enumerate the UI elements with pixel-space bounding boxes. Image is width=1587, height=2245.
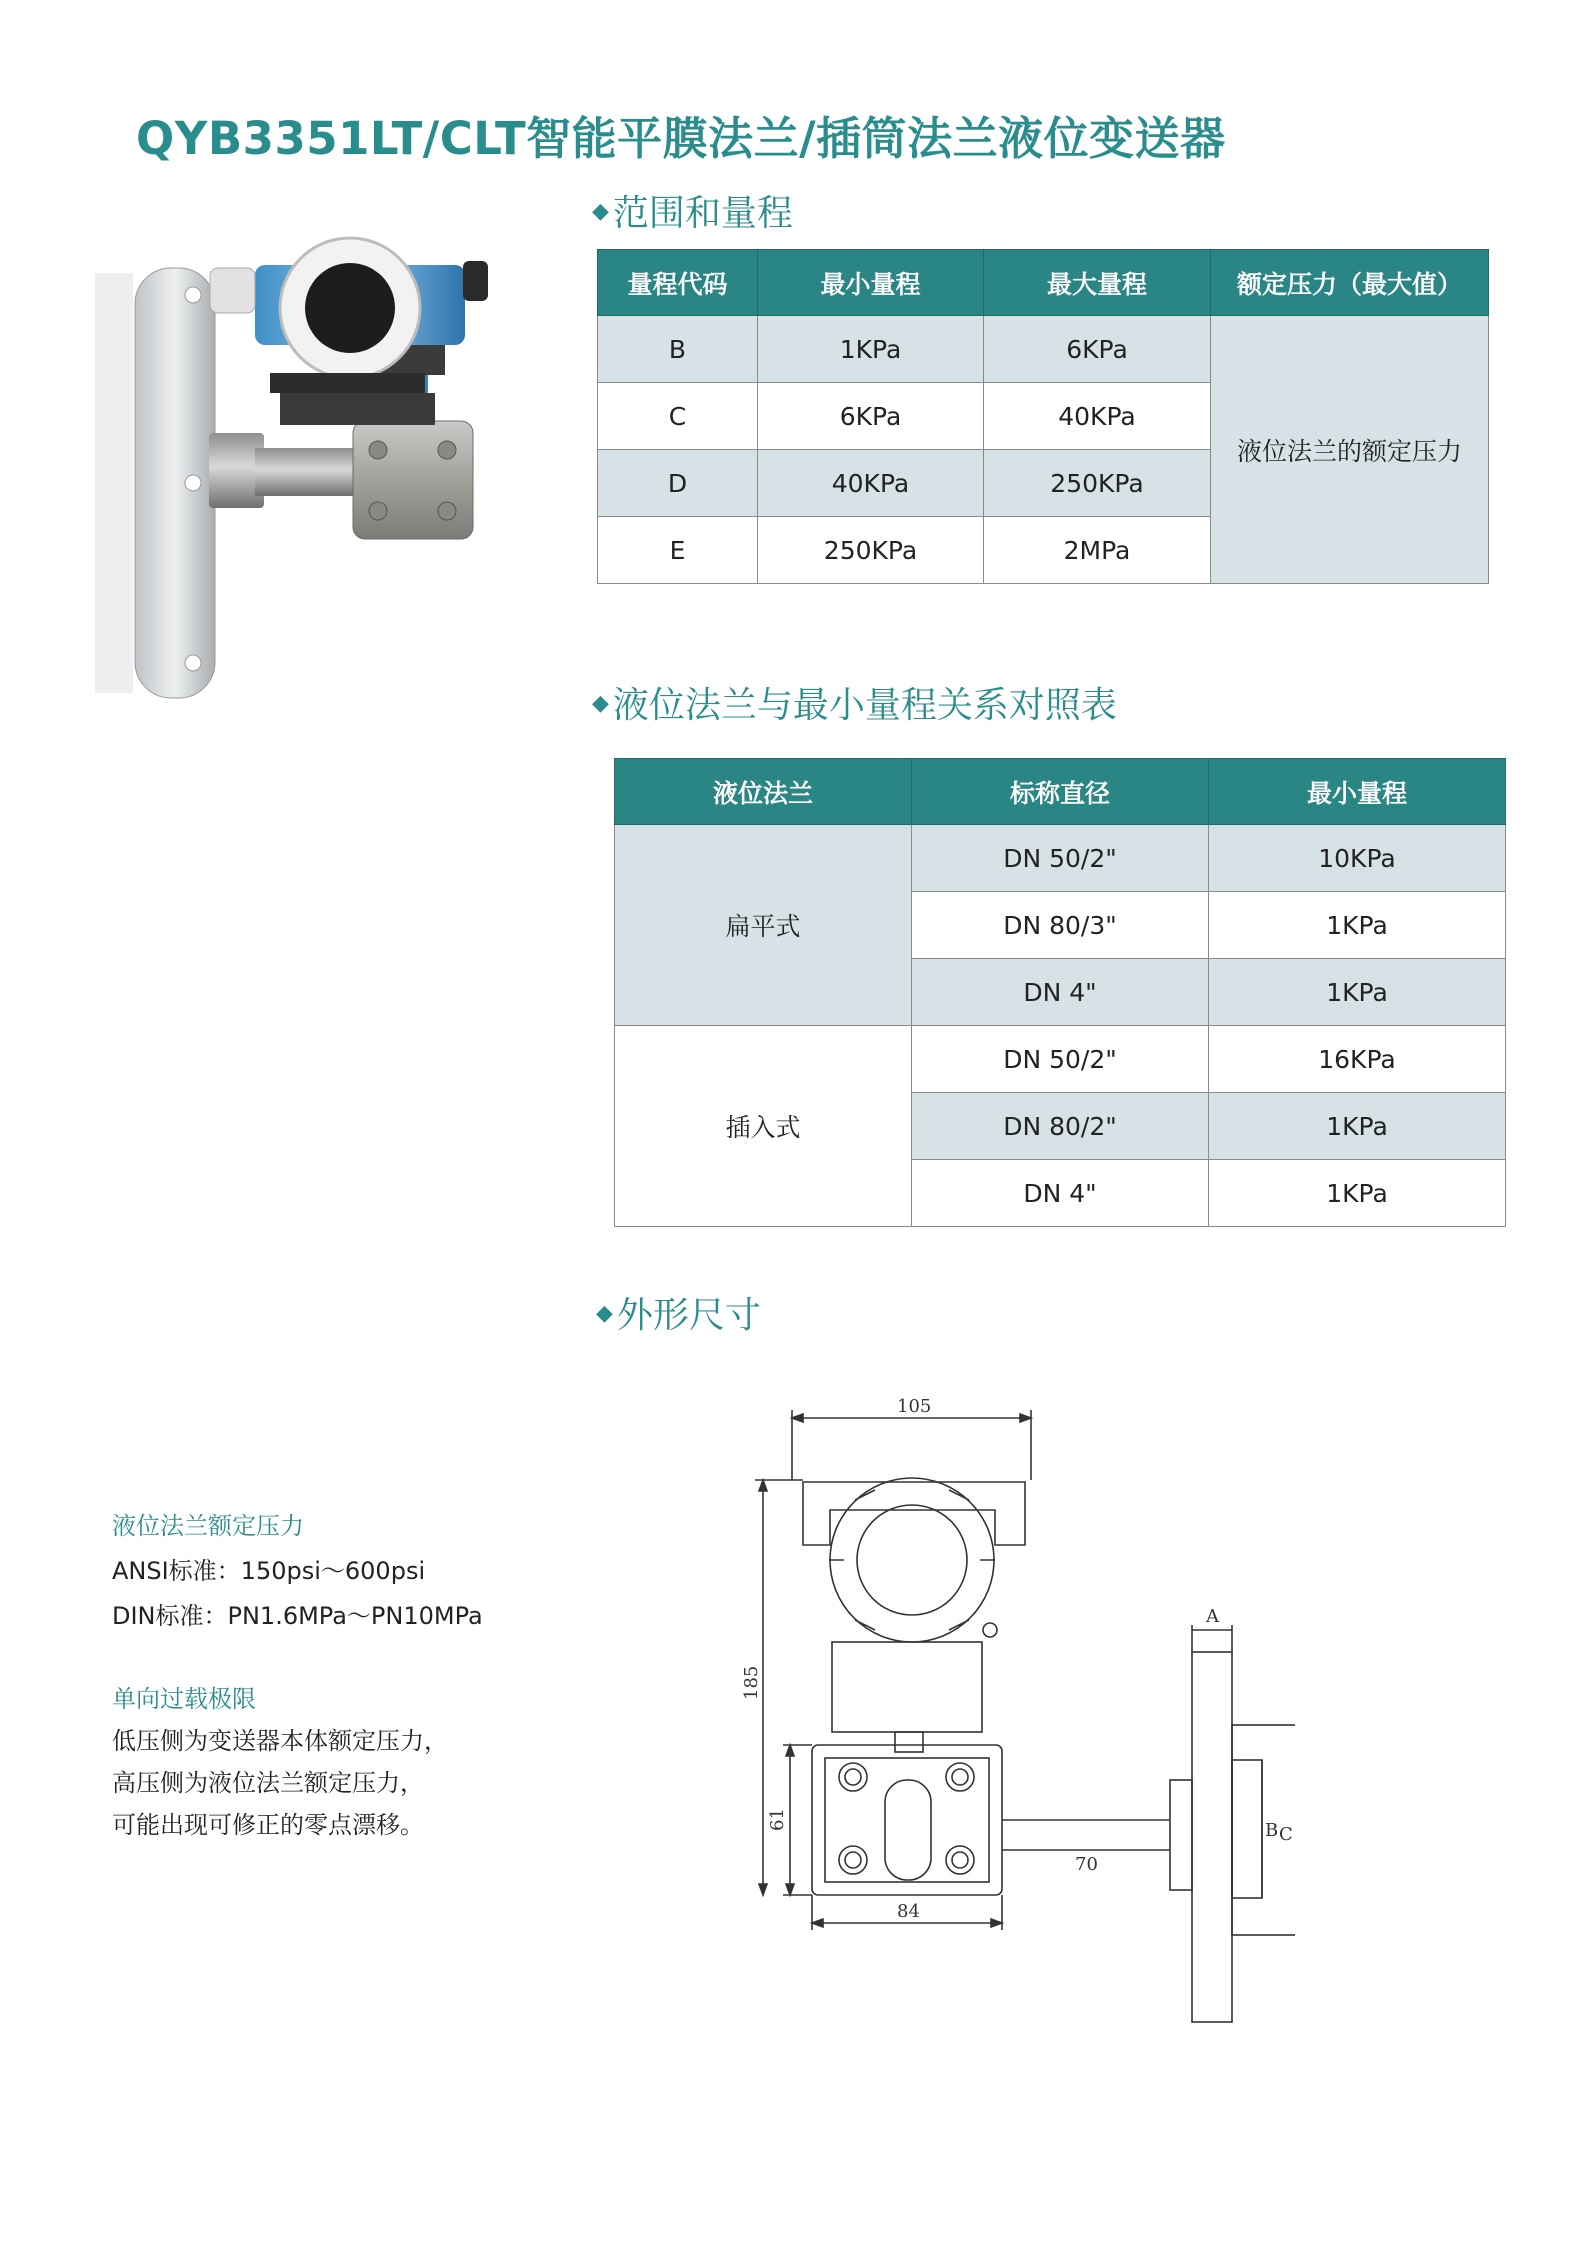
overload-line-1: 低压侧为变送器本体额定压力， xyxy=(112,1727,448,1755)
range-code: D xyxy=(598,450,758,517)
flange-table xyxy=(614,758,1506,1227)
range-code: E xyxy=(598,517,758,584)
range-max: 2MPa xyxy=(984,517,1211,584)
diamond-icon: ◆ xyxy=(596,1301,613,1326)
header-min: 最小量程 xyxy=(758,250,984,316)
header-max: 最大量程 xyxy=(984,250,1211,316)
range-table-header xyxy=(598,250,1489,316)
dim-70: 70 xyxy=(1075,1854,1098,1875)
range-code: B xyxy=(598,316,758,383)
dim-105: 105 xyxy=(897,1396,932,1417)
flange-min: 1KPa xyxy=(1209,1093,1506,1160)
overload-line-3: 可能出现可修正的零点漂移。 xyxy=(112,1811,424,1839)
dimension-drawing xyxy=(735,1390,1295,2054)
section-dimensions-heading xyxy=(596,1287,761,1338)
section-range-heading xyxy=(592,185,793,236)
flange-dn: DN 80/2" xyxy=(912,1093,1209,1160)
label-c: C xyxy=(1279,1824,1293,1845)
flange-min: 1KPa xyxy=(1209,959,1506,1026)
flange-min: 16KPa xyxy=(1209,1026,1506,1093)
flange-dn: DN 50/2" xyxy=(912,825,1209,892)
range-table xyxy=(597,249,1489,584)
section-dimensions-text: 外形尺寸 xyxy=(616,1295,761,1336)
diamond-icon: ◆ xyxy=(592,691,609,716)
flange-dn: DN 4" xyxy=(912,1160,1209,1227)
flange-type-flat: 扁平式 xyxy=(615,825,912,1026)
range-min: 1KPa xyxy=(758,316,984,383)
section-flange-heading xyxy=(592,677,1117,728)
rated-pressure-cell: 液位法兰的额定压力 xyxy=(1211,316,1489,584)
table-row xyxy=(598,316,1489,383)
range-max: 6KPa xyxy=(984,316,1211,383)
dim-84: 84 xyxy=(897,1901,920,1922)
ansi-standard: ANSI标准：150psi～600psi xyxy=(112,1557,426,1585)
flange-dn: DN 80/3" xyxy=(912,892,1209,959)
range-min: 250KPa xyxy=(758,517,984,584)
header-rated: 额定压力（最大值） xyxy=(1211,250,1489,316)
range-code: C xyxy=(598,383,758,450)
label-a: A xyxy=(1206,1606,1219,1627)
dim-185: 185 xyxy=(741,1665,762,1700)
overload-title: 单向过载极限 xyxy=(112,1685,256,1713)
section-flange-text: 液位法兰与最小量程关系对照表 xyxy=(612,685,1117,726)
header-code: 量程代码 xyxy=(598,250,758,316)
dim-61: 61 xyxy=(767,1808,788,1831)
page-title: QYB3351LT/CLT智能平膜法兰/插筒法兰液位变送器 xyxy=(136,112,1226,165)
range-max: 40KPa xyxy=(984,383,1211,450)
header-flange: 液位法兰 xyxy=(615,759,912,825)
rated-pressure-title: 液位法兰额定压力 xyxy=(112,1512,304,1540)
header-min-range: 最小量程 xyxy=(1209,759,1506,825)
range-max: 250KPa xyxy=(984,450,1211,517)
flange-min: 1KPa xyxy=(1209,892,1506,959)
flange-table-header xyxy=(615,759,1506,825)
label-b: B xyxy=(1265,1820,1279,1841)
flange-type-insert: 插入式 xyxy=(615,1026,912,1227)
flange-min: 1KPa xyxy=(1209,1160,1506,1227)
product-photo xyxy=(95,233,565,717)
range-min: 6KPa xyxy=(758,383,984,450)
header-dn: 标称直径 xyxy=(912,759,1209,825)
table-row xyxy=(615,825,1506,892)
diamond-icon: ◆ xyxy=(592,199,609,224)
flange-min: 10KPa xyxy=(1209,825,1506,892)
section-range-text: 范围和量程 xyxy=(612,193,793,234)
range-min: 40KPa xyxy=(758,450,984,517)
table-row xyxy=(615,1026,1506,1093)
din-standard: DIN标准：PN1.6MPa～PN10MPa xyxy=(112,1602,483,1630)
overload-line-2: 高压侧为液位法兰额定压力， xyxy=(112,1769,424,1797)
flange-dn: DN 4" xyxy=(912,959,1209,1026)
flange-dn: DN 50/2" xyxy=(912,1026,1209,1093)
